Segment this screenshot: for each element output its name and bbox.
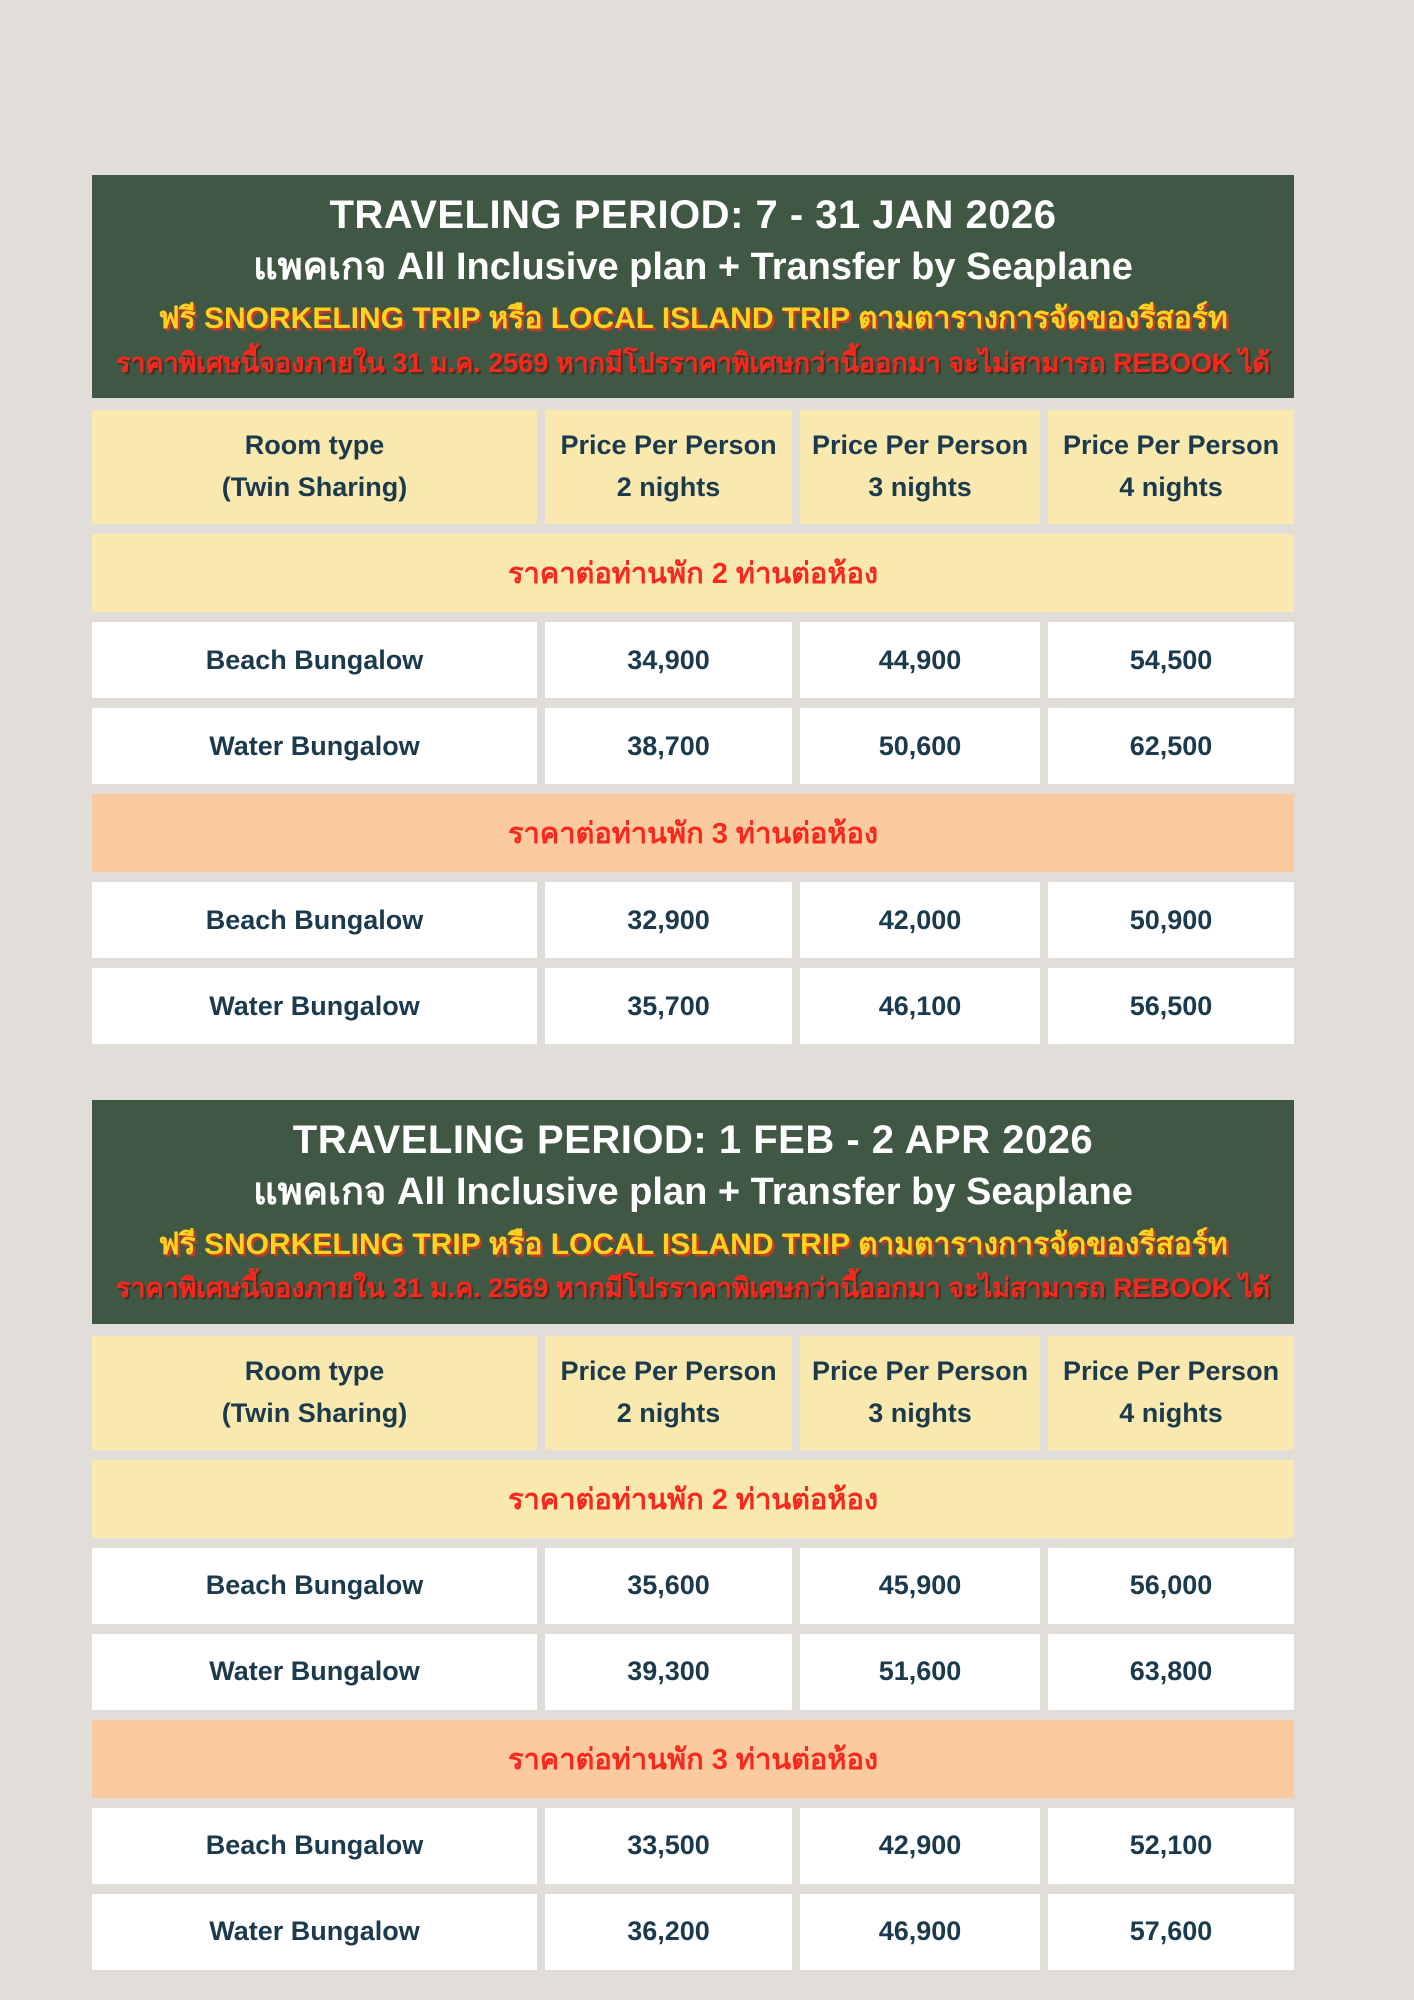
table-row (92, 622, 1294, 698)
table-row (92, 1808, 1294, 1884)
price-cell: 38,700 (545, 708, 792, 784)
col-header-line: Price Per Person (560, 1355, 777, 1386)
col-header-2-nights (545, 410, 792, 524)
room-name-cell: Water Bungalow (92, 1894, 537, 1970)
table-row (92, 882, 1294, 958)
col-header-line: 4 nights (1119, 472, 1223, 503)
price-cell: 56,500 (1048, 968, 1294, 1044)
col-header-line: Room type (244, 1355, 385, 1386)
room-name-cell: Beach Bungalow (92, 1548, 537, 1624)
section-header-2-person: ราคาต่อท่านพัก 2 ท่านต่อห้อง (92, 534, 1294, 612)
table-row (92, 1634, 1294, 1710)
rebook-note: ราคาพิเศษนี้จองภายใน 31 ม.ค. 2569 หากมีโปรราคาพิเศษกว่านี้ออกมา จะไม่สามารถ REBOOK ได้ (115, 1273, 1271, 1304)
price-cell: 46,900 (800, 1894, 1040, 1970)
price-cell: 42,000 (800, 882, 1040, 958)
free-trip-promo: ฟรี SNORKELING TRIP หรือ LOCAL ISLAND TRIP ตามตารางการจัดของรีสอร์ท (158, 1227, 1228, 1261)
room-name-cell: Beach Bungalow (92, 882, 537, 958)
price-cell: 51,600 (800, 1634, 1040, 1710)
price-cell: 52,100 (1048, 1808, 1294, 1884)
col-header-3-nights (800, 410, 1040, 524)
column-header-row (92, 1336, 1294, 1450)
price-cell: 35,700 (545, 968, 792, 1044)
table-row (92, 1548, 1294, 1624)
col-header-line: Price Per Person (1062, 1355, 1280, 1386)
free-trip-promo: ฟรี SNORKELING TRIP หรือ LOCAL ISLAND TRIP ตามตารางการจัดของรีสอร์ท (158, 302, 1228, 336)
price-cell: 50,900 (1048, 882, 1294, 958)
section-header-3-person: ราคาต่อท่านพัก 3 ท่านต่อห้อง (92, 1720, 1294, 1798)
col-header-4-nights (1048, 1336, 1294, 1450)
package-subtitle: แพคเกจ All Inclusive plan + Transfer by Seaplane (253, 1171, 1133, 1214)
col-header-3-nights (800, 1336, 1040, 1450)
room-name-cell: Water Bungalow (92, 708, 537, 784)
price-cell: 62,500 (1048, 708, 1294, 784)
col-header-line: 3 nights (868, 472, 972, 503)
col-header-2-nights (545, 1336, 792, 1450)
table-row (92, 968, 1294, 1044)
price-cell: 42,900 (800, 1808, 1040, 1884)
price-cell: 46,100 (800, 968, 1040, 1044)
col-header-line: 3 nights (868, 1397, 972, 1428)
price-cell: 50,600 (800, 708, 1040, 784)
price-cell: 34,900 (545, 622, 792, 698)
room-name-cell: Beach Bungalow (92, 1808, 537, 1884)
price-cell: 35,600 (545, 1548, 792, 1624)
col-header-room-type (92, 1336, 537, 1450)
package-subtitle: แพคเกจ All Inclusive plan + Transfer by Seaplane (253, 246, 1133, 288)
traveling-period-title: TRAVELING PERIOD: 7 - 31 JAN 2026 (329, 193, 1057, 237)
price-cell: 45,900 (800, 1548, 1040, 1624)
table-row (92, 708, 1294, 784)
col-header-line: Price Per Person (811, 1355, 1029, 1386)
flyer-content (92, 0, 1294, 1970)
col-header-4-nights (1048, 410, 1294, 524)
price-cell: 57,600 (1048, 1894, 1294, 1970)
package-table-feb-apr (92, 1100, 1294, 1969)
room-name-cell: Water Bungalow (92, 968, 537, 1044)
col-header-line: (Twin Sharing) (221, 472, 408, 503)
section-header-2-person: ราคาต่อท่านพัก 2 ท่านต่อห้อง (92, 1460, 1294, 1538)
room-name-cell: Beach Bungalow (92, 622, 537, 698)
col-header-line: 2 nights (616, 1397, 721, 1428)
price-cell: 44,900 (800, 622, 1040, 698)
package-table-jan (92, 175, 1294, 1044)
rebook-note: ราคาพิเศษนี้จองภายใน 31 ม.ค. 2569 หากมีโปรราคาพิเศษกว่านี้ออกมา จะไม่สามารถ REBOOK ได้ (115, 347, 1271, 378)
col-header-line: Price Per Person (811, 430, 1029, 461)
section-header-3-person: ราคาต่อท่านพัก 3 ท่านต่อห้อง (92, 794, 1294, 872)
price-cell: 33,500 (545, 1808, 792, 1884)
price-cell: 32,900 (545, 882, 792, 958)
col-header-line: Room type (244, 430, 385, 461)
col-header-line: Price Per Person (1062, 430, 1280, 461)
col-header-line: (Twin Sharing) (221, 1397, 408, 1428)
col-header-line: Price Per Person (560, 430, 777, 461)
table-banner (92, 1100, 1294, 1323)
column-header-row (92, 410, 1294, 524)
price-cell: 56,000 (1048, 1548, 1294, 1624)
room-name-cell: Water Bungalow (92, 1634, 537, 1710)
price-cell: 39,300 (545, 1634, 792, 1710)
price-cell: 36,200 (545, 1894, 792, 1970)
traveling-period-title: TRAVELING PERIOD: 1 FEB - 2 APR 2026 (292, 1118, 1094, 1163)
table-banner (92, 175, 1294, 398)
table-row (92, 1894, 1294, 1970)
price-cell: 54,500 (1048, 622, 1294, 698)
col-header-room-type (92, 410, 537, 524)
col-header-line: 2 nights (616, 472, 721, 503)
price-cell: 63,800 (1048, 1634, 1294, 1710)
col-header-line: 4 nights (1119, 1397, 1223, 1428)
